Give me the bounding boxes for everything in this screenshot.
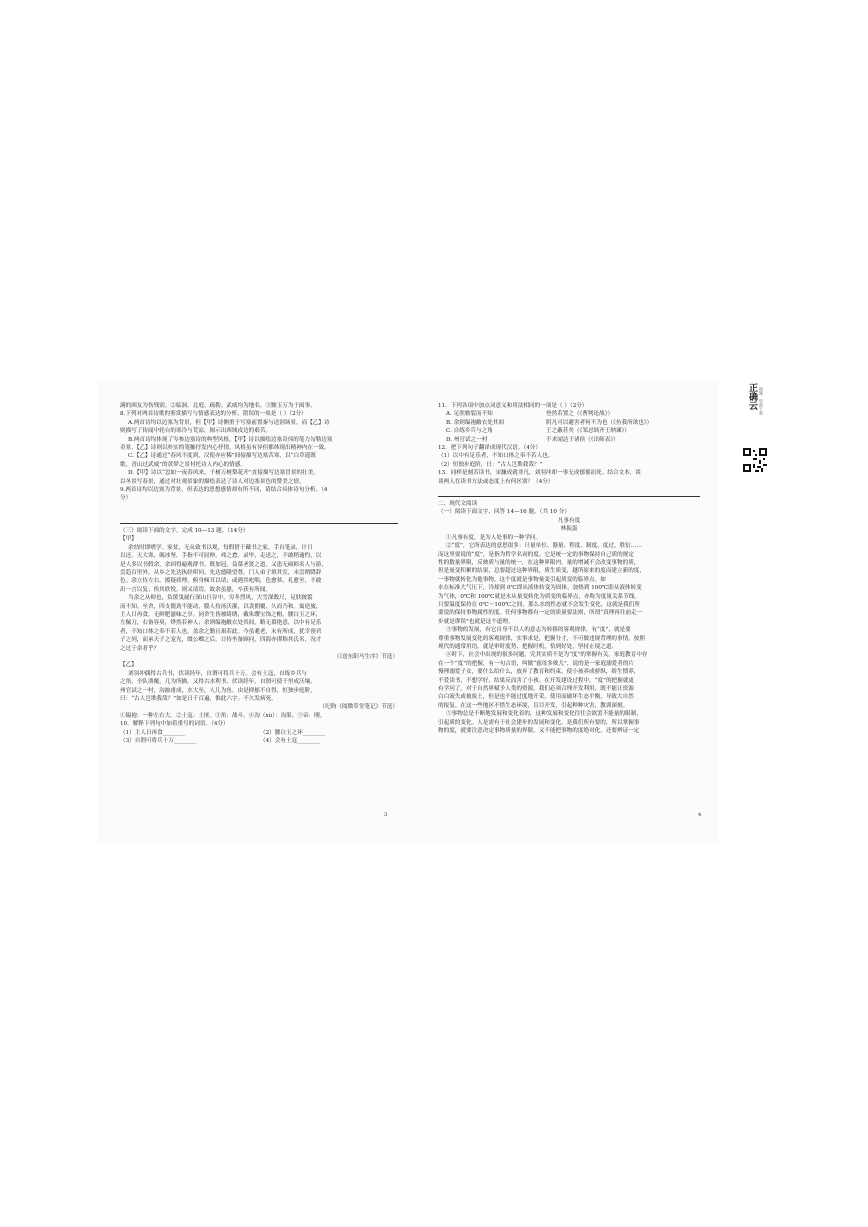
option-right: 不求闻达于诸侯（《出师表》） (546, 436, 619, 443)
text-line: 色。余立侍左右，援疑质理，俯身倾耳以请；或遇其叱咄，色愈恭，礼愈至，不敢 (120, 578, 322, 585)
text-line: 有学问了。对于自然界赋予人类的资源，我们必须合理开发利用，既不能让资源 (438, 686, 634, 692)
q10-blank-4[interactable]: （4）会有土寇________ (260, 738, 320, 745)
question-10: 10．解释下列句中加着重号的词语。（4分） (120, 721, 229, 728)
q12-item: （1）以中有足乐者，不知口体之奉不若人也。 (438, 453, 554, 460)
text-line: 出一言以复；俟其欣悦，则又请焉。故余虽愚，卒获有所闻。 (120, 586, 272, 593)
right-page (438, 402, 700, 735)
question-11: 11．下列各项中加点词意义和用法相同的一项是（ ）（2分） (438, 403, 588, 409)
q11-option-c (438, 427, 700, 435)
passage-jia-label: 【甲】 (120, 536, 137, 543)
option-a: A.两首诗均以边塞为背景，但【甲】诗侧重于写塞前置秦与送别场景，而【乙】诗 (128, 419, 330, 426)
option-left: A. 足肤皲裂而不知 (446, 411, 493, 418)
text-line: 者，不知口体之奉不若人也。盖余之勤且艰若此。今虽耄老，未有所成，犹幸预君 (120, 628, 322, 635)
question-13: 13．同样是刻苦读书，宋濂成就非凡，刘羽冲却一事无成郁郁而死。结合文本，谈 (438, 470, 641, 477)
text-line: 则描写了传闻中轮台的寒冷与荒凉，揭示出西域戍边的艰苦。 (120, 428, 272, 435)
text-line: 一事物就转化为他事物，这个度就是事物量变引起质变的临界点。如 (438, 576, 606, 583)
text-line: 之角，全队溃覆，几为所擒。又得古水利书，伏读经年，自谓可使千里成沃壤。 (120, 679, 316, 686)
section-subheading: （一）阅读下面文字，回答 14—16 题。（共 10 分） (438, 509, 570, 516)
text-line: 谈两人在读书方法或态度上有何区别？（4分） (438, 478, 554, 485)
q11-option-d (438, 436, 700, 444)
section-heading: 二、现代文阅读 (438, 501, 478, 508)
text-line: ①凡事有度，是为人处事的一种学问。 (446, 534, 542, 541)
text-line: 白白流失或被废土，但是也不能过度地开采，使用而破坏生态平衡，导致大自然 (438, 694, 634, 701)
text-line: 在一个“度”的把握，有一句古语，叫做“慈母多败儿”，说的是一家庭溺爱者的片 (438, 660, 635, 667)
text-line: 奇景，【乙】诗则以朴实的笔触抒发内心抒情，风格虽有异但都体现出精神内在一致。 (120, 445, 330, 452)
brand-subtitle: 刷题 · 资源下载 (759, 387, 764, 415)
q11-option-a (438, 410, 700, 418)
option-b: B.两首诗均体现了岑参边塞诗的典型风格，【甲】诗以描绘边塞奇伟的笔力勾勒边塞 (128, 436, 333, 443)
text-line: 性的数量界限，反映质与量的统一，在这种界限内，量的增减不会改变事物的质， (438, 559, 640, 566)
qr-code-icon (743, 448, 767, 472)
question-12: 12．把下列句子翻译成现代汉语。（4分） (438, 445, 541, 452)
q10-blank-1[interactable]: （1）主人日再食________ (120, 729, 186, 736)
article-author: 林振蛋 (560, 526, 578, 533)
text-line: 主人日再食，无鲜肥滋味之享。同舍生皆被绮绣，戴朱缨宝饰之帽，腰白玉之环， (120, 611, 322, 618)
exam-sheet (98, 380, 718, 842)
text-line: ②“度”，它所表达的意思很多：计量单位、器量、程度、制度、度过、胜衍…… (446, 543, 642, 550)
text-line: 尊重事物发展变化的客观规律，实事求是，把握分寸，不可做违规背理的事情。按照 (438, 635, 645, 642)
text-line: 以冬景写春景，通过对壮观景象的描绘表达了诗人对边塞景色的赞美之情。 (120, 478, 305, 485)
footnotes: ①缊袍：一种左右大。②土寇：土匪。③角：战斗。④沟（xù）：沟渠。⑤帝：刚。 (120, 712, 326, 719)
q10-blank-3[interactable]: （3）自谓可将兵十万________ (120, 738, 197, 745)
text-line: 州官试之一村，沟洫甫成，水大至，人几为鱼。由是抑郁不自得，恒独步庭阶， (120, 687, 316, 694)
left-page (120, 402, 398, 745)
text-line: 引起质的变化。人是需有于社会建步的发展和变化，是我们所有要的，所以掌握事 (438, 719, 640, 726)
text-line: 不爱读书，不想学好，结果反而害了小孩。在开发建设过程中，“度”的把握就更 (438, 677, 634, 684)
option-right: 阴凡可以避害者何不为也（《鱼我所欲也》） (546, 419, 653, 426)
option-left: B. 余则缊袍敝衣处其间 (446, 419, 505, 426)
text-line: 以还。天大寒，砚冰坚，手指不可屈伸，弗之怠。录毕，走送之，不敢稍逾约。以 (120, 553, 322, 560)
text-line: 慢理溺爱子女，要什么给什么，放弃了教育和约束，使小孩养成骄纵，娇生惯养， (438, 669, 640, 676)
text-line: 当余之从师也，负箧曳屣行深山巨谷中，穷冬烈风，大雪深数尺，足肤皲裂 (128, 595, 313, 602)
text-line: 尝趋百里外，从乡之先达执经叩问。先达德隆望尊，门人弟子填其室，未尝稍降辞 (120, 569, 322, 576)
q11-option-b (438, 419, 700, 427)
text-line: 而这里要说的“度”，是指为哲学名词的度。它是统一定的事物保持自己质的规定 (438, 551, 634, 558)
option-left: D. 州官试之一村 (446, 436, 488, 443)
page-number: 4 (698, 812, 702, 818)
passage-yi (120, 670, 398, 704)
text-line: ③事物的发展，有它自身不以人的意志为转移的客观规律，有“度”，就是要 (446, 627, 631, 634)
option-right: 登然若置之（《曹刿论战》） (546, 411, 614, 418)
text-line: 物的度，就要注意决定事物质量的界限，又不能把事物的度绝对化，还要辨证一定 (438, 728, 640, 735)
text-line: ④时下，社会中出现的很多问题，究其实质不是为“度”的掌握有关。家庭教育中存 (446, 652, 648, 659)
text-line: ⑤事物总是不断地发展和变化着的，这种发展和变化往往会欲罢不能量的限制， (446, 711, 642, 718)
q12-item: （2）恒独步庭阶，曰：“古人岂欺我哉？” (438, 461, 543, 468)
text-line: 的报复。在这一些地区不惜生态环境，盲目开发，引起种种灾害，教训深刻。 (438, 702, 629, 709)
option-c: C.【乙】诗通过“春风不度到，汉使亦应稀”间接描写边塞苦寒，以“白草遥既 (128, 453, 316, 460)
section-heading: （三）阅读下面的文字，完成 10—13 题。（14分） (120, 527, 249, 534)
brand-name: 正确云 (747, 383, 757, 410)
question-9: 9.两首诗均以边塞为背景，但表达的思想感情却有所不同，请结合具体诗句分析。（4 (120, 487, 328, 494)
passage-jia-source: （《送东阳马生序》节选） (333, 653, 398, 660)
text-line: 曰：“古人岂欺我哉？”如是日千百遍，惟此六字。不久发病死。 (120, 696, 277, 702)
q10-answer-row (120, 729, 398, 737)
passage-jia (120, 544, 398, 653)
option-d: D.【甲】诗以“忽如一夜春风来，千树万树梨花开”直接描写边塞冒景的壮美， (128, 470, 319, 477)
text-line: 现代的通常用语，就是审时度势，把握时机，恰到好处，坚持止境之道。 (438, 643, 618, 650)
text-line: 是人多以书假余，余因得遍观群书。既加冠，益慕圣贤之道。又患无硕师名人与游， (120, 561, 327, 568)
passage-yi-source: （纪昀《阅微草堂笔记》节选） (319, 704, 398, 711)
option-right: 王之蔽甚矣（《邹忌讽齐王纳谏》） (546, 428, 630, 435)
text-line: 而不知。至舍，四支僵劲不能动，媵人持汤沃灌，以衾拥覆，久而乃和。寓逆旅， (120, 603, 322, 610)
page-number: 3 (384, 812, 388, 818)
text-line: 歌，青山过武威”的黄梦之景衬托诗人内心的情感。 (120, 461, 246, 468)
text-line: 之过于余者乎？ (120, 645, 160, 652)
text-line: 刘羽冲偶得古兵书，伏读经年，自谓可将兵十万。会有土寇，自练乡兵与 (128, 670, 308, 677)
text-line: 步就是谬误”也就是这个道理。 (438, 618, 514, 625)
divider (438, 496, 700, 497)
text-line: 余幼时即嗜学。家贫，无从致书以观，每假借于藏书之家，手自笔录，计日 (128, 544, 313, 551)
text-line: 只要温度保持在 0℃～100℃之间，那么水的性态就不会发生变化。这就是我们所 (438, 601, 640, 608)
passage-yi-label: 【乙】 (120, 662, 137, 669)
divider (120, 523, 398, 524)
article-title: 凡事有度 (557, 517, 581, 524)
text-line: 满的困友为伤残别。②临洞、北庭、疏勒、武威均为地名。③黥玉万为于闽事。 (120, 403, 316, 409)
text-line: 为气体，0℃和 100℃就是水从量变转化为质变的临界点，亦称为度量关系节线。 (438, 593, 640, 600)
q10-blank-2[interactable]: （2）腰白玉之环________ (260, 729, 326, 736)
option-left: C. 自练乡兵与之角 (446, 428, 493, 435)
poem-questions (120, 402, 398, 503)
question-8: 8.下列对两首诗歌的鉴赏描写与情感表达的分析，错误的一项是（ ）（2分） (120, 411, 307, 418)
text-line: 分） (120, 495, 132, 502)
text-line: 水在标准大气压下，冷却到 0℃即从液体转变为固体，加热到 100℃即从液体转变 (438, 585, 642, 592)
article-body (438, 534, 700, 736)
text-line: 子之列，而承天子之宠光，缀公卿之后，日侍坐备顾问，四海亦谬称其氏名，况才 (120, 637, 322, 644)
text-line: 但是量变积累的结果，总要超过这种界限，质生质变，越所原来的度而建立新的度， (438, 568, 645, 575)
text-line: 左佩刀，右备容臭，烨然若神人；余则缊袍敝衣处其间，略无慕艳意，以中有足乐 (120, 620, 322, 627)
q10-answer-row (120, 737, 398, 745)
text-line: 要说的保持事物属性的度。任何事物都有一定的质量要法则，所谓“真理再往前走一 (438, 610, 643, 617)
